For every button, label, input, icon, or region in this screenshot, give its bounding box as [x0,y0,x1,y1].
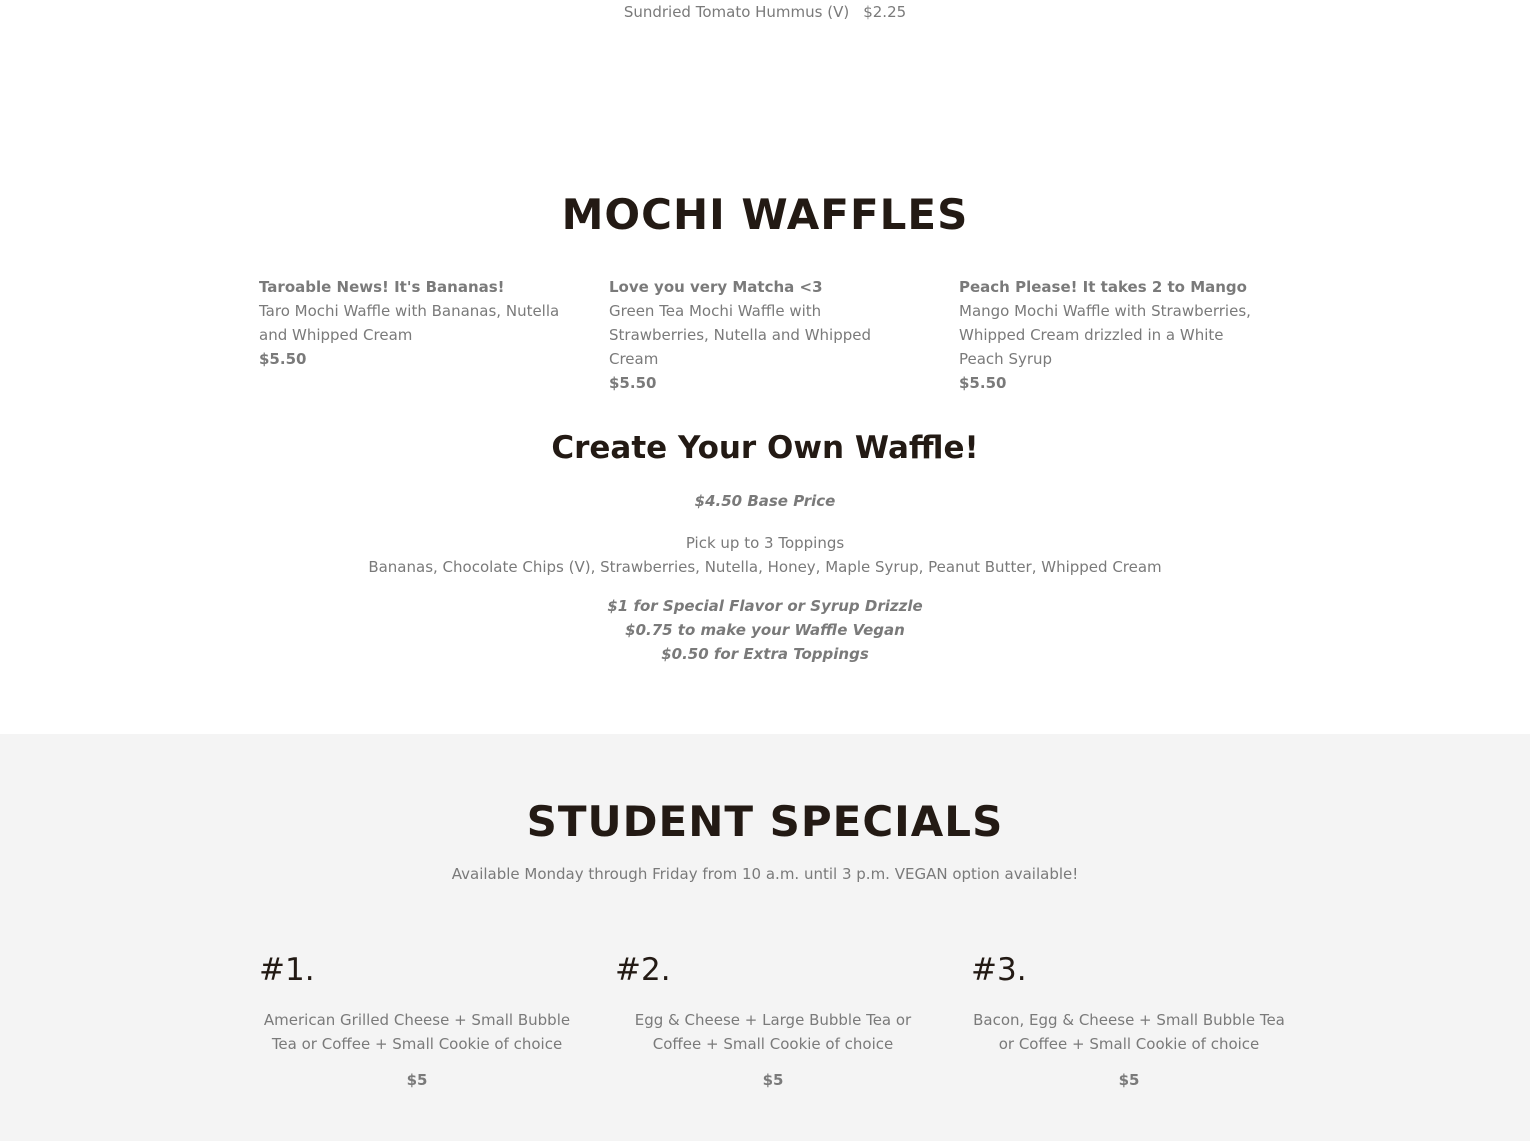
special-number: #1. [259,952,315,988]
special-description: Egg & Cheese + Large Bubble Tea or Coffee + Small Cookie of choice [634,1011,912,1053]
waffle-price: $5.50 [259,350,307,368]
waffle-item-taro [259,275,569,395]
special-price: $5 [1118,1071,1140,1089]
menu-item-price: $2.25 [863,3,907,21]
student-specials-section [0,734,1530,1141]
menu-item-name: Sundried Tomato Hummus (V) [623,3,850,21]
waffle-price: $5.50 [609,374,657,392]
extra-item: $1 for Special Flavor or Syrup Drizzle [607,597,923,615]
waffle-price: $5.50 [959,374,1007,392]
special-item-2 [615,952,931,1089]
special-price: $5 [406,1071,428,1089]
section-title-mochi-waffles: MOCHI WAFFLES [561,190,969,239]
waffle-description: Taro Mochi Waffle with Bananas, Nutella and Whipped Cream [259,302,560,344]
special-description: American Grilled Cheese + Small Bubble Tea or Coffee + Small Cookie of choice [263,1011,571,1053]
waffle-name: Love you very Matcha <3 [609,278,823,296]
waffle-item-mango [959,275,1269,395]
waffle-name: Taroable News! It's Bananas! [259,278,505,296]
special-description: Bacon, Egg & Cheese + Small Bubble Tea or Coffee + Small Cookie of choice [973,1011,1285,1053]
create-your-own-title: Create Your Own Waffle! [551,430,979,466]
specials-availability: Available Monday through Friday from 10 a.m. until 3 p.m. VEGAN option available! [451,865,1079,883]
waffle-description: Mango Mochi Waffle with Strawberries, Whipped Cream drizzled in a White Peach Syrup [959,302,1251,368]
toppings-block [0,531,1530,579]
extra-item: $0.75 to make your Waffle Vegan [625,621,905,639]
toppings-list: Bananas, Chocolate Chips (V), Strawberries, Nutella, Honey, Maple Syrup, Peanut Butter, Whipped Cream [368,558,1162,576]
special-number: #3. [971,952,1027,988]
menu-item-hummus [0,3,1530,21]
waffle-description: Green Tea Mochi Waffle with Strawberries, Nutella and Whipped Cream [609,302,872,368]
extra-item: $0.50 for Extra Toppings [661,645,869,663]
extras-list [0,594,1530,666]
pick-toppings-label: Pick up to 3 Toppings [685,534,845,552]
waffle-name: Peach Please! It takes 2 to Mango [959,278,1247,296]
section-title-student-specials: STUDENT SPECIALS [526,797,1004,846]
specials-grid [259,952,1289,1089]
waffle-grid [259,275,1289,395]
special-number: #2. [615,952,671,988]
base-price: $4.50 Base Price [694,492,836,510]
special-item-3 [971,952,1287,1089]
special-item-1 [259,952,575,1089]
special-price: $5 [762,1071,784,1089]
waffle-item-matcha [609,275,919,395]
